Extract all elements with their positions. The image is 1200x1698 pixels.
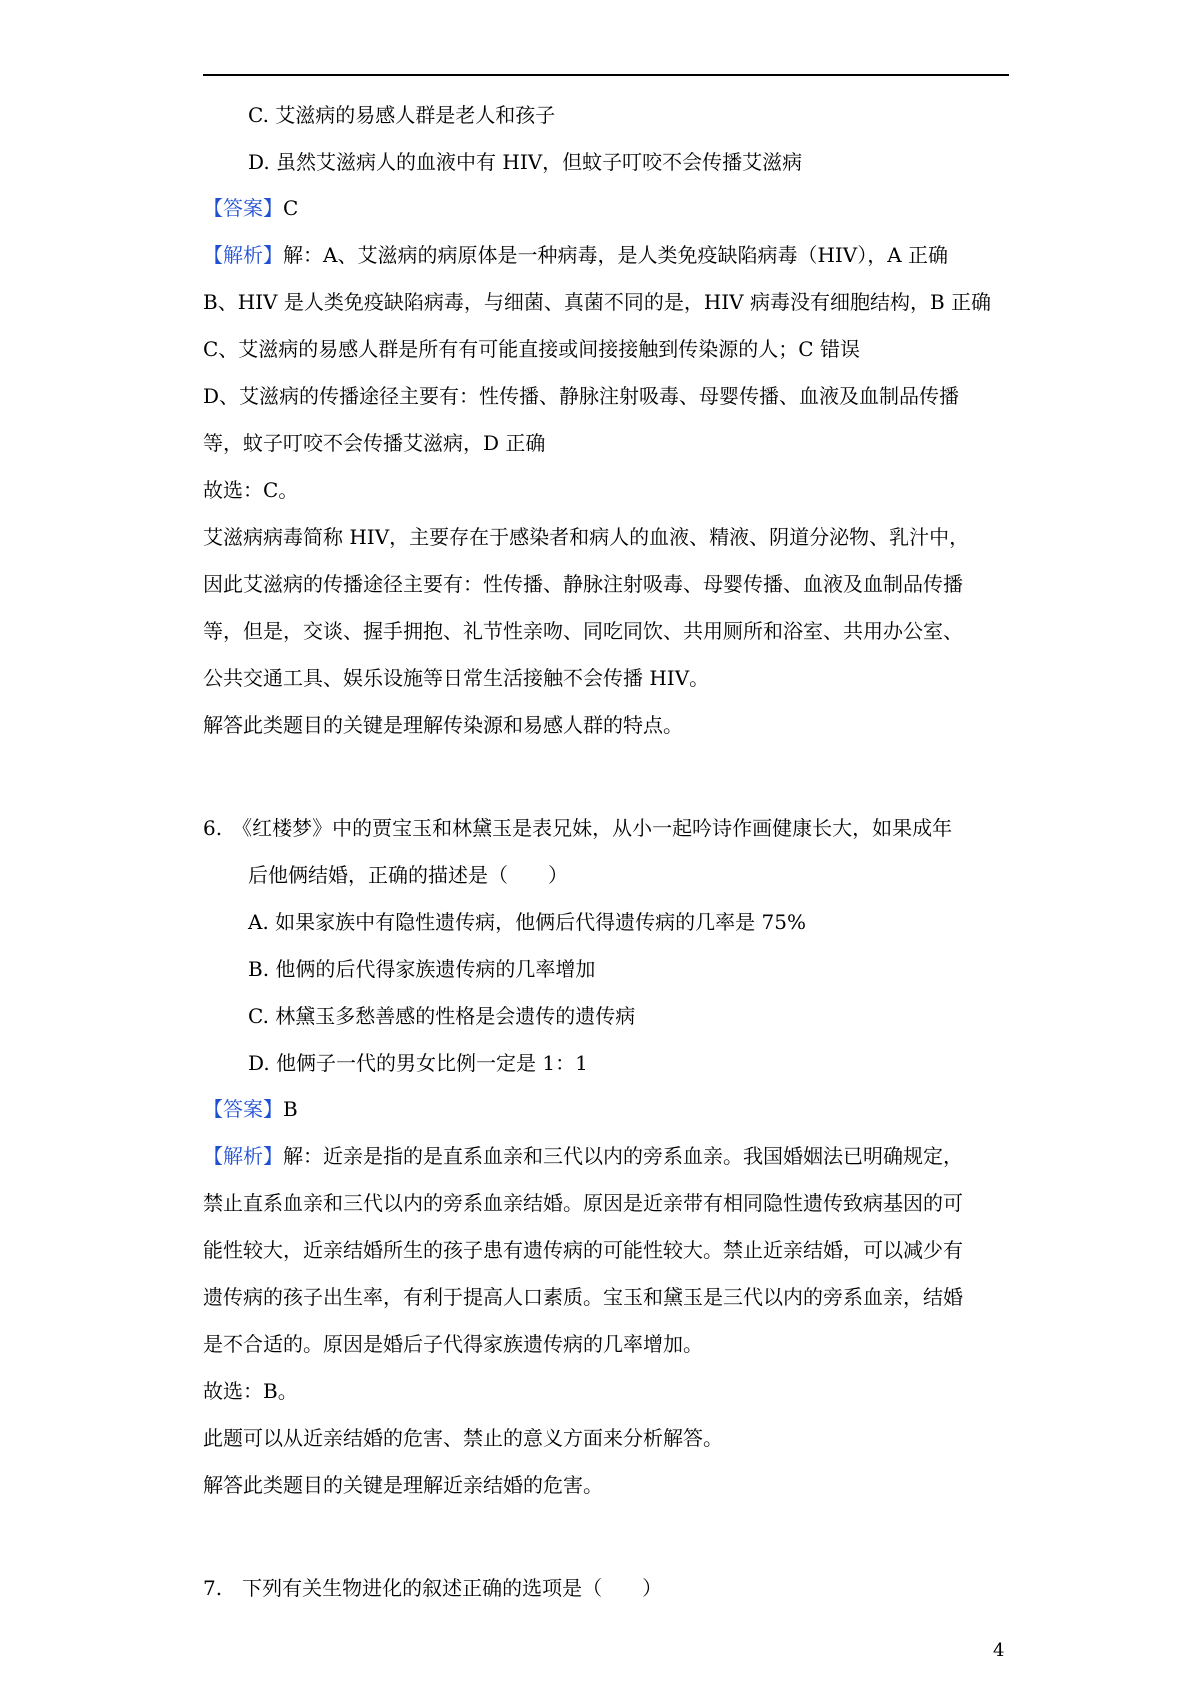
q6-analysis-line: 能性较大，近亲结婚所生的孩子患有遗传病的可能性较大。禁止近亲结婚，可以减少有 xyxy=(203,1238,963,1262)
q5-answer xyxy=(203,196,298,220)
q5-analysis-line: 因此艾滋病的传播途径主要有：性传播、静脉注射吸毒、母婴传播、血液及血制品传播 xyxy=(203,572,963,596)
q6-analysis-line: 此题可以从近亲结婚的危害、禁止的意义方面来分析解答。 xyxy=(203,1426,723,1450)
page-number: 4 xyxy=(993,1640,1005,1661)
q5-analysis-line: B、HIV 是人类免疫缺陷病毒，与细菌、真菌不同的是，HIV 病毒没有细胞结构，B 正确 xyxy=(203,290,992,314)
q5-analysis-line: 故选：C。 xyxy=(203,478,299,502)
answer-value: C xyxy=(283,196,299,220)
q6-analysis-line: 遗传病的孩子出生率，有利于提高人口素质。宝玉和黛玉是三代以内的旁系血亲，结婚 xyxy=(203,1285,963,1309)
answer-tag: 【答案】 xyxy=(203,1097,283,1121)
analysis-text: 解：近亲是指的是直系血亲和三代以内的旁系血亲。我国婚姻法已明确规定， xyxy=(283,1144,963,1168)
answer-value: B xyxy=(283,1097,298,1121)
q6-option-a: A. 如果家族中有隐性遗传病，他俩后代得遗传病的几率是 75% xyxy=(248,910,806,934)
q6-analysis-line: 是不合适的。原因是婚后子代得家族遗传病的几率增加。 xyxy=(203,1332,703,1356)
q6-analysis-line: 解答此类题目的关键是理解近亲结婚的危害。 xyxy=(203,1473,603,1497)
answer-tag: 【答案】 xyxy=(203,196,283,220)
q5-analysis-line: 解答此类题目的关键是理解传染源和易感人群的特点。 xyxy=(203,713,683,737)
q5-analysis-line: 艾滋病病毒简称 HIV，主要存在于感染者和病人的血液、精液、阴道分泌物、乳汁中， xyxy=(203,525,970,549)
q6-stem-line: 6. 《红楼梦》中的贾宝玉和林黛玉是表兄妹，从小一起吟诗作画健康长大，如果成年 xyxy=(203,816,953,840)
q6-option-d: D. 他俩子一代的男女比例一定是 1：1 xyxy=(248,1051,588,1075)
q6-stem-line: 后他俩结婚，正确的描述是（ ） xyxy=(248,863,568,887)
q6-analysis-line xyxy=(203,1144,963,1168)
q6-answer xyxy=(203,1097,298,1121)
q5-analysis-line: 公共交通工具、娱乐设施等日常生活接触不会传播 HIV。 xyxy=(203,666,710,690)
q7-stem: 7. 下列有关生物进化的叙述正确的选项是（ ） xyxy=(203,1576,663,1600)
analysis-tag: 【解析】 xyxy=(203,1144,283,1168)
q6-option-c: C. 林黛玉多愁善感的性格是会遗传的遗传病 xyxy=(248,1004,636,1028)
q5-option-d: D. 虽然艾滋病人的血液中有 HIV，但蚊子叮咬不会传播艾滋病 xyxy=(248,150,803,174)
analysis-tag: 【解析】 xyxy=(203,243,283,267)
q6-analysis-line: 故选：B。 xyxy=(203,1379,298,1403)
q5-analysis-line: C、艾滋病的易感人群是所有有可能直接或间接接触到传染源的人；C 错误 xyxy=(203,337,860,361)
q5-analysis-line xyxy=(203,243,948,267)
q5-analysis-line: D、艾滋病的传播途径主要有：性传播、静脉注射吸毒、母婴传播、血液及血制品传播 xyxy=(203,384,960,408)
analysis-text: 解：A、艾滋病的病原体是一种病毒，是人类免疫缺陷病毒（HIV），A 正确 xyxy=(283,243,949,267)
q5-option-c: C. 艾滋病的易感人群是老人和孩子 xyxy=(248,103,556,127)
q5-analysis-line: 等，但是，交谈、握手拥抱、礼节性亲吻、同吃同饮、共用厕所和浴室、共用办公室、 xyxy=(203,619,963,643)
q6-option-b: B. 他俩的后代得家族遗传病的几率增加 xyxy=(248,957,596,981)
q5-analysis-line: 等，蚊子叮咬不会传播艾滋病，D 正确 xyxy=(203,431,546,455)
header-rule xyxy=(203,74,1009,76)
q6-analysis-line: 禁止直系血亲和三代以内的旁系血亲结婚。原因是近亲带有相同隐性遗传致病基因的可 xyxy=(203,1191,963,1215)
